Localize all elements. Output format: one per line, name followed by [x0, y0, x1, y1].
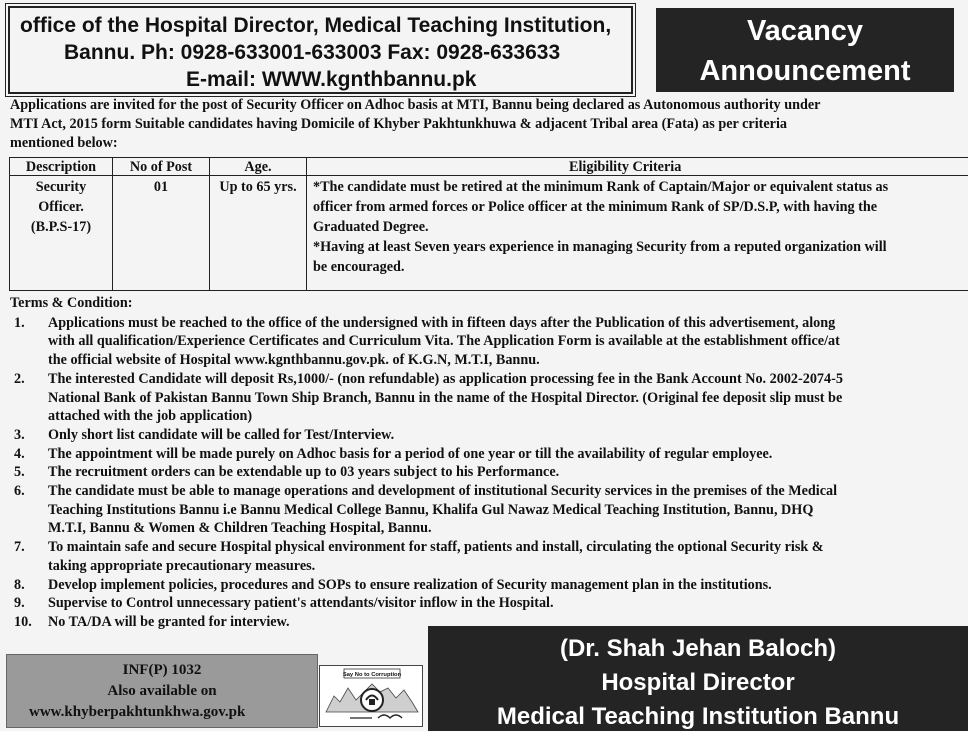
- terms-item-number: 7.: [14, 539, 25, 556]
- terms-item: [10, 576, 968, 595]
- terms-item-number: [10, 332, 48, 351]
- terms-item-text: Only short list candidate will be called for Test/Interview.: [48, 426, 395, 443]
- terms-item-text: taking appropriate precautionary measures.: [48, 557, 316, 574]
- cell-description: Security Officer. (B.P.S-17): [10, 176, 113, 291]
- reference-code: INF(P) 1032: [122, 662, 202, 678]
- table-header-row: [10, 158, 968, 176]
- terms-item-number: 3.: [14, 426, 25, 443]
- terms-item-text: attached with the job application): [48, 408, 253, 425]
- terms-item-number: 8.: [14, 576, 25, 593]
- header-age: Age.: [210, 158, 307, 176]
- terms-item: [10, 426, 968, 445]
- anti-corruption-logo: [319, 665, 423, 727]
- terms-item: [10, 501, 968, 520]
- signature-block: [428, 626, 968, 731]
- cell-age: Up to 65 yrs.: [210, 176, 307, 291]
- terms-item-text: No TA/DA will be granted for interview.: [48, 613, 290, 630]
- terms-item: [10, 351, 968, 370]
- terms-list: [10, 314, 968, 632]
- terms-item-number: 10.: [14, 613, 32, 630]
- terms-item-number: 6.: [14, 483, 25, 500]
- terms-item-text: Develop implement policies, procedures and SOPs to ensure realization of Security management plan in the institutions.: [48, 576, 772, 593]
- office-header: [8, 6, 633, 94]
- terms-item-number: [10, 351, 48, 370]
- reference-box: [6, 654, 318, 728]
- terms-item-text: the official website of Hospital www.kgnthbannu.gov.pk. of K.G.N, M.T.I, Bannu.: [48, 352, 540, 369]
- terms-item-number: 1.: [14, 314, 25, 331]
- cell-posts: 01: [113, 176, 210, 291]
- logo-slogan: Say No to Corruption: [342, 672, 402, 678]
- header-no-of-post: No of Post: [113, 158, 210, 176]
- header-description: Description: [10, 158, 113, 176]
- terms-item: [10, 482, 968, 501]
- terms-item: [10, 314, 968, 333]
- cell-eligibility: *The candidate must be retired at the minimum Rank of Captain/Major or equivalent status as officer from armed forces or Police officer at the minimum Rank of SP/D.S.P, with having the Graduated Degree. *Having at least Seven years experience in managing Security from a reputed organization will be encouraged.: [307, 176, 968, 291]
- terms-item: [10, 463, 968, 482]
- terms-item-text: The interested Candidate will deposit Rs,1000/- (non refundable) as application processing fee in the Bank Account No. 2002-2074-5: [48, 370, 843, 387]
- terms-item: [10, 519, 968, 538]
- terms-item-number: 5.: [14, 464, 25, 481]
- terms-item-text: M.T.I, Bannu & Women & Children Teaching Hospital, Bannu.: [48, 520, 432, 537]
- terms-item: [10, 332, 968, 351]
- office-name: office of the Hospital Director, Medical Teaching Institution,: [20, 14, 612, 37]
- director-institution: Medical Teaching Institution Bannu: [496, 703, 900, 730]
- reference-website: www.khyberpakhtunkhwa.gov.pk: [29, 704, 246, 720]
- terms-item-number: [10, 407, 48, 426]
- terms-item-text: The appointment will be made purely on Adhoc basis for a period of one year or till the availability of regular employee.: [48, 445, 773, 462]
- intro-line: mentioned below:: [10, 134, 118, 151]
- terms-item-text: Teaching Institutions Bannu i.e Bannu Medical College Bannu, Khalifa Gul Nawaz Medical Teaching Institution, Bannu, DHQ: [48, 501, 814, 518]
- terms-item-number: 4.: [14, 445, 25, 462]
- anti-corruption-emblem-icon: [320, 666, 424, 728]
- reference-also: Also available on: [107, 683, 217, 699]
- terms-section: [10, 294, 968, 632]
- terms-item: [10, 445, 968, 464]
- intro-line: Applications are invited for the post of Security Officer on Adhoc basis at MTI, Bannu being declared as Autonomous authority under: [10, 97, 821, 113]
- table-row: [10, 176, 968, 291]
- vacancy-title: Vacancy: [746, 15, 864, 47]
- header-eligibility: Eligibility Criteria: [307, 158, 968, 176]
- terms-item: [10, 370, 968, 389]
- terms-item-text: Supervise to Control unnecessary patient's attendants/visitor inflow in the Hospital.: [48, 595, 554, 612]
- terms-item: [10, 594, 968, 613]
- terms-item-number: 2.: [14, 370, 25, 387]
- terms-item-text: with all qualification/Experience Certificates and Curriculum Vita. The Application Form is available at the establishment office/at: [48, 333, 840, 350]
- terms-item-number: [10, 389, 48, 408]
- terms-item: [10, 557, 968, 576]
- terms-item-text: National Bank of Pakistan Bannu Town Ship Branch, Bannu in the name of the Hospital Director. (Original fee deposit slip must be: [48, 389, 843, 406]
- terms-item-text: To maintain safe and secure Hospital physical environment for staff, patients and install, circulating the optional Security risk &: [48, 539, 824, 556]
- terms-item-text: The candidate must be able to manage operations and development of institutional Security services in the premises of the Medical: [48, 483, 838, 500]
- terms-item: [10, 407, 968, 426]
- vacancy-table: [9, 157, 968, 291]
- office-contact-phone-fax: Bannu. Ph: 0928-633001-633003 Fax: 0928-633633: [64, 41, 561, 64]
- intro-line: MTI Act, 2015 form Suitable candidates having Domicile of Khyber Pakhtunkhuwa & adjacent Tribal area (Fata) as per criteria: [10, 115, 788, 132]
- terms-item-text: Applications must be reached to the office of the undersigned with in fifteen days after the Publication of this advertisement, along: [48, 314, 836, 331]
- intro-paragraph: [10, 96, 968, 152]
- terms-item-number: 9.: [14, 595, 25, 612]
- terms-item-number: [10, 557, 48, 576]
- director-title: Hospital Director: [601, 669, 795, 696]
- office-email: E-mail: WWW.kgnthbannu.pk: [186, 68, 477, 91]
- terms-item-number: [10, 501, 48, 520]
- announcement-title: Announcement: [699, 55, 911, 87]
- vacancy-announcement-banner: [656, 8, 954, 92]
- terms-item: [10, 389, 968, 408]
- terms-item-number: [10, 519, 48, 538]
- director-name: (Dr. Shah Jehan Baloch): [559, 635, 837, 662]
- terms-item: [10, 538, 968, 557]
- terms-item-text: The recruitment orders can be extendable up to 03 years subject to his Performance.: [48, 464, 560, 481]
- terms-heading: Terms & Condition:: [10, 295, 133, 311]
